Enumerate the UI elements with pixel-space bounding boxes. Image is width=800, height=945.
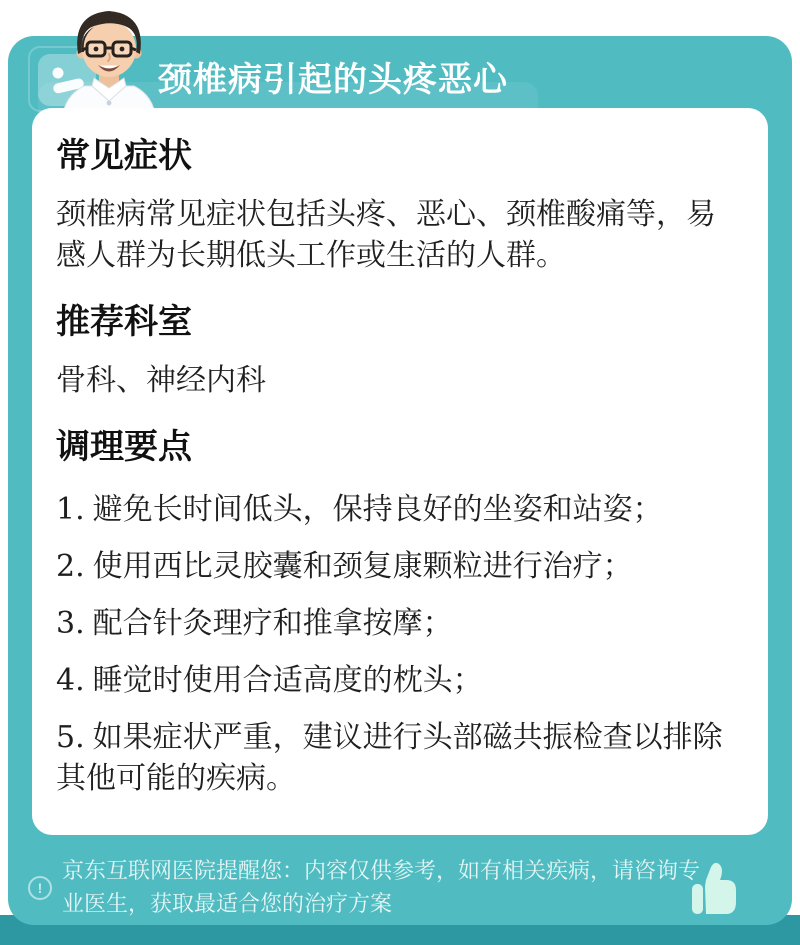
department-body-text: 骨科、神经内科 [56, 364, 266, 397]
disclaimer-footer [28, 854, 772, 924]
tip-text: 如果症状严重，建议进行头部磁共振检查以排除其他可能的疾病。 [56, 721, 723, 795]
list-item [56, 603, 744, 644]
list-item [56, 546, 744, 587]
section-heading-department: 推荐科室 [56, 303, 192, 341]
tip-text: 使用西比灵胶囊和颈复康颗粒进行治疗； [92, 550, 633, 583]
thumbs-up-button[interactable] [690, 860, 738, 918]
page-title: 颈椎病引起的头疼恶心 [158, 61, 508, 99]
tip-text: 睡觉时使用合适高度的枕头； [92, 664, 483, 697]
list-item [56, 489, 744, 530]
thumbs-up-icon [690, 860, 738, 918]
content-card [32, 108, 768, 835]
tip-number: 3. [56, 606, 85, 641]
section-heading-symptoms: 常见症状 [56, 137, 192, 175]
symptoms-body-text: 颈椎病常见症状包括头疼、恶心、颈椎酸痛等，易感人群为长期低头工作或生活的人群。 [56, 198, 716, 272]
info-icon: ! [28, 876, 52, 900]
disclaimer-text: 京东互联网医院提醒您：内容仅供参考，如有相关疾病，请咨询专业医生，获取最适合您的治疗方案 [62, 858, 701, 916]
tip-text: 避免长时间低头，保持良好的坐姿和站姿； [92, 493, 663, 526]
tip-number: 4. [56, 663, 85, 698]
list-item [56, 717, 744, 799]
care-tips-list [56, 489, 744, 799]
tip-number: 5. [56, 720, 85, 755]
section-heading-care-tips: 调理要点 [56, 428, 192, 466]
tip-number: 2. [56, 549, 85, 584]
list-item [56, 660, 744, 701]
tip-number: 1. [56, 492, 85, 527]
doctor-avatar [54, 6, 164, 120]
tip-text: 配合针灸理疗和推拿按摩； [92, 607, 453, 640]
